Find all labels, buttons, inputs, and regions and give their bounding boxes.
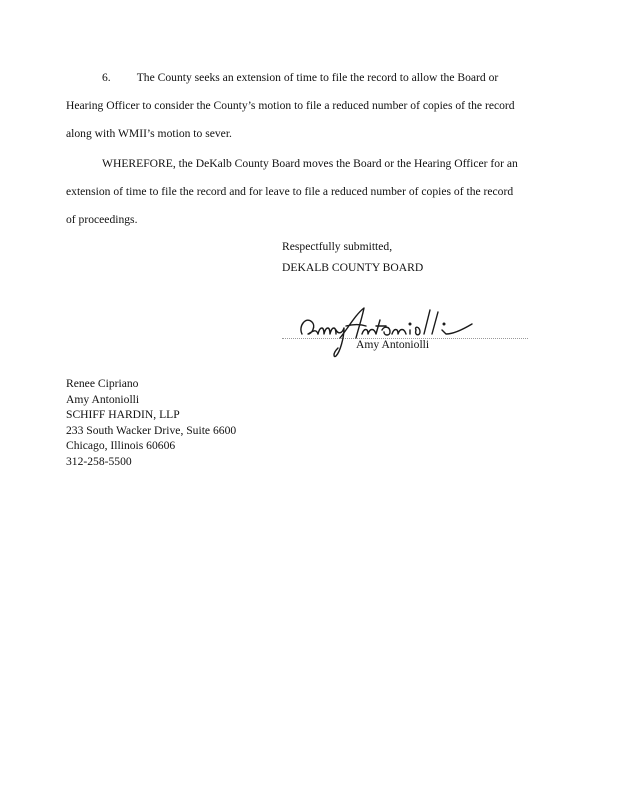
paragraph-6 xyxy=(66,64,544,148)
wherefore-line-2: extension of time to file the record and for leave to file a reduced number of copies of the record xyxy=(66,185,514,198)
paragraph-6-line-3: along with WMII’s motion to sever. xyxy=(66,127,232,140)
paragraph-number: 6. xyxy=(102,71,111,84)
wherefore-paragraph xyxy=(66,150,544,234)
address-line-5: Chicago, Illinois 60606 xyxy=(66,439,176,452)
address-block xyxy=(66,376,236,469)
address-line-3: SCHIFF HARDIN, LLP xyxy=(66,408,180,421)
board-name: DEKALB COUNTY BOARD xyxy=(282,261,424,274)
closing-block xyxy=(282,236,423,278)
wherefore-line-3: of proceedings. xyxy=(66,213,138,226)
paragraph-6-line-2: Hearing Officer to consider the County’s motion to file a reduced number of copies of the record xyxy=(66,99,515,112)
address-line-4: 233 South Wacker Drive, Suite 6600 xyxy=(66,423,237,437)
paragraph-6-line-1: 6. The County seeks an extension of time to file the record to allow the Board or xyxy=(102,71,499,84)
signer-printed-name: Amy Antoniolli xyxy=(356,338,430,351)
wherefore-line-1: WHEREFORE, the DeKalb County Board moves the Board or the Hearing Officer for an xyxy=(102,157,518,170)
respectfully-submitted: Respectfully submitted, xyxy=(282,240,393,253)
address-line-6: 312-258-5500 xyxy=(66,454,132,468)
address-line-1: Renee Cipriano xyxy=(66,377,139,390)
signature-block xyxy=(282,300,532,360)
address-line-2: Amy Antoniolli xyxy=(66,392,140,406)
